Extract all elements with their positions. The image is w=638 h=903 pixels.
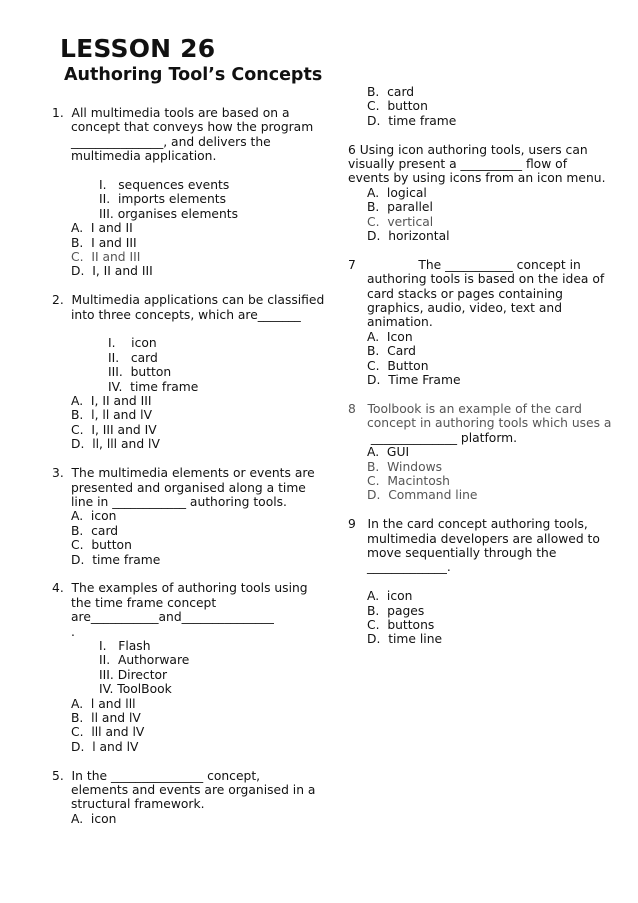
question-line: A. GUI (367, 445, 410, 460)
question-line: D. I, II and III (71, 264, 153, 279)
question-line: A. l and lll (71, 696, 136, 711)
question-line (348, 575, 618, 589)
question-line (348, 128, 618, 142)
question-line: D. time line (367, 632, 443, 647)
left-question-column (52, 106, 325, 826)
lesson-subtitle: Authoring Tool’s Concepts (64, 65, 323, 85)
question-line: authoring tools is based on the idea of (367, 272, 605, 287)
question-line (348, 503, 618, 517)
question-line (348, 388, 618, 402)
question-line: A. Icon (367, 329, 413, 344)
question-line: visually present a __________ flow of (348, 157, 568, 172)
question-line: concept in authoring tools which uses a (367, 416, 612, 431)
question-line: 7 The ___________ concept in (348, 257, 581, 272)
lesson-title: LESSON 26 (60, 34, 216, 63)
question-line: IV. time frame (108, 379, 199, 394)
question-line: B. card (367, 85, 415, 99)
question-line: IV. ToolBook (99, 682, 172, 697)
question-line: presented and organised along a time (71, 480, 306, 495)
question-line: elements and events are organised in a (71, 783, 316, 797)
question-line: III. Director (99, 667, 168, 682)
question-line: 3. The multimedia elements or events are (52, 466, 315, 481)
question-line: B. l, ll and lV (71, 408, 153, 423)
question-line: move sequentially through the (367, 545, 557, 560)
question-line: _____________. (367, 560, 451, 575)
question-line: B. Windows (367, 459, 443, 474)
question-line: C. Macintosh (367, 473, 450, 488)
question-line: multimedia developers are allowed to (367, 531, 600, 546)
question-line: II. Authorware (99, 653, 190, 668)
question-line: structural framework. (71, 797, 205, 812)
question-line: 1. All multimedia tools are based on a (52, 106, 290, 120)
question-line: multimedia application. (71, 149, 217, 164)
question-line: A. icon (367, 589, 413, 604)
question-line: A. icon (71, 509, 117, 524)
question-line: _______________, and delivers the (71, 134, 271, 149)
question-line (52, 452, 320, 466)
question-line: card stacks or pages containing (367, 286, 563, 301)
question-line: 9 In the card concept authoring tools, (348, 517, 588, 532)
question-line: A. I and II (71, 221, 133, 236)
question-line: I. icon (108, 336, 157, 351)
question-line: C. button (367, 99, 428, 114)
question-line: B. I and III (71, 235, 137, 250)
question-line (52, 567, 320, 581)
question-line: the time frame concept (71, 595, 217, 610)
question-line: D. Time Frame (367, 373, 461, 388)
question-line: 2. Multimedia applications can be classified (52, 293, 325, 308)
question-line (52, 279, 320, 293)
question-line: A. logical (367, 185, 427, 200)
question-line: D. Command line (367, 488, 478, 503)
question-line: C. vertical (367, 214, 434, 229)
question-line: C. lll and lV (71, 725, 145, 740)
question-line: line in ____________ authoring tools. (71, 494, 287, 509)
question-line (348, 243, 618, 257)
question-line: 4. The examples of authoring tools using (52, 581, 308, 596)
question-line: I. sequences events (99, 178, 230, 193)
question-line: animation. (367, 315, 433, 330)
question-line: B. parallel (367, 200, 433, 215)
question-line: C. Button (367, 358, 429, 373)
question-line: D. ll, lll and lV (71, 437, 160, 452)
question-line (52, 754, 320, 768)
question-line: III. organises elements (99, 206, 239, 221)
question-line: C. I, III and IV (71, 422, 157, 437)
question-line: D. l and lV (71, 739, 139, 754)
question-line: II. imports elements (99, 192, 227, 207)
question-line: graphics, audio, video, text and (367, 301, 563, 316)
question-line: D. horizontal (367, 229, 450, 244)
question-line: events by using icons from an icon menu. (348, 171, 606, 186)
question-line: D. time frame (71, 552, 161, 567)
question-line: concept that conveys how the program (71, 120, 314, 135)
question-line: B. ll and lV (71, 710, 141, 725)
question-line: ______________ platform. (367, 430, 518, 445)
question-line: 5. In the _______________ concept, (52, 768, 261, 783)
question-line: C. button (71, 538, 132, 553)
question-line: A. I, II and III (71, 394, 152, 409)
question-line (52, 164, 320, 178)
question-line: B. card (71, 523, 119, 538)
question-line: into three concepts, which are_______ (71, 307, 301, 322)
question-line: 8 Toolbook is an example of the card (348, 401, 582, 416)
question-line: . (71, 624, 75, 639)
question-line: D. time frame (367, 113, 457, 128)
right-question-column (348, 85, 618, 647)
question-line: C. buttons (367, 617, 435, 632)
question-line (52, 322, 320, 336)
question-line: I. Flash (99, 638, 151, 653)
question-line: are___________and_______________ (71, 610, 274, 625)
question-line: II. card (108, 350, 158, 365)
question-line: A. icon (71, 811, 117, 826)
question-line: III. button (108, 365, 172, 380)
question-line: C. II and III (71, 250, 141, 265)
question-line: B. Card (367, 344, 416, 359)
question-line: 6 Using icon authoring tools, users can (348, 142, 588, 157)
question-line: B. pages (367, 603, 425, 618)
